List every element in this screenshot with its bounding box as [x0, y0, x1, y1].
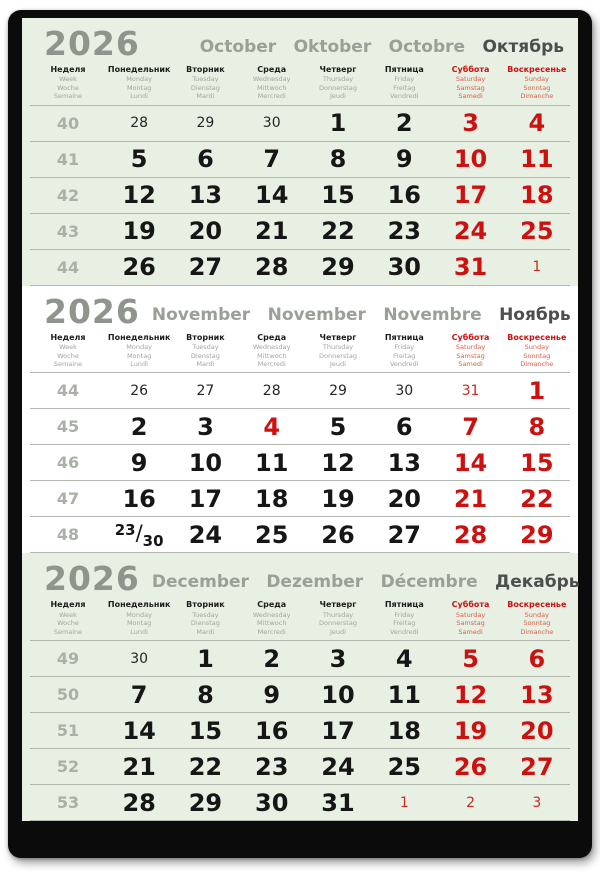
dayname-russian: Воскресенье [507, 600, 567, 610]
day-cell: 22 [520, 484, 554, 513]
day-cell: 29 [520, 520, 554, 549]
dayname-fr: Mercredi [257, 627, 286, 636]
dayname-russian: Понедельник [107, 65, 171, 74]
dayname-de: Donnerstag [319, 619, 357, 628]
day-cell: 10 [453, 145, 488, 174]
dayname-fr: Mercredi [257, 359, 286, 368]
dayname-de: Sonntag [523, 351, 551, 360]
month-panel-october [22, 18, 578, 286]
day-cell: 3 [197, 412, 214, 441]
day-cell: 25 [520, 217, 554, 246]
dayname-header [106, 600, 172, 636]
dayname-en: Week [59, 343, 77, 352]
day-cell: 11 [387, 680, 421, 709]
dayname-russian: Суббота [451, 600, 490, 610]
dayname-en: Thursday [322, 343, 354, 352]
dayname-de: Donnerstag [319, 351, 357, 360]
panel-header [30, 553, 580, 599]
week-number: 45 [56, 417, 80, 437]
month-name-english: October [199, 37, 277, 57]
week-number: 48 [56, 525, 80, 545]
week-row [30, 409, 570, 445]
day-cell: 30 [395, 382, 414, 399]
dayname-de: Woche [57, 351, 79, 360]
dayname-header [239, 65, 305, 101]
week-row [30, 250, 570, 286]
week-row [30, 641, 570, 677]
dayname-fr: Mercredi [257, 92, 286, 101]
dayname-en: Monday [126, 343, 152, 352]
day-cell: 9 [263, 680, 281, 709]
dayname-russian: Среда [257, 600, 287, 610]
dayname-en: Wednesday [252, 343, 291, 352]
dayname-de: Samstag [456, 351, 485, 360]
day-cell: 12 [453, 680, 488, 709]
dayname-russian: Пятница [384, 65, 424, 74]
day-cell: 14 [453, 448, 488, 477]
day-cell: 18 [520, 181, 554, 210]
dayname-de: Dienstag [190, 83, 220, 92]
day-cell: 17 [321, 716, 355, 745]
day-cell: 2 [263, 644, 281, 673]
month-name-french: Novembre [383, 304, 482, 325]
dayname-fr: Mardi [196, 627, 215, 636]
day-cell: 7 [263, 145, 281, 174]
dayname-header [30, 333, 106, 369]
dayname-en: Friday [394, 343, 415, 352]
week-row [30, 373, 570, 409]
dayname-header [239, 600, 305, 636]
dayname-header [106, 333, 172, 369]
month-name-french: Décembre [380, 572, 478, 593]
day-cell: 27 [196, 382, 215, 399]
day-cell: 3 [462, 109, 479, 138]
week-number: 43 [56, 221, 80, 241]
dayname-de: Sonntag [523, 619, 551, 628]
week-row [30, 178, 570, 214]
week-row [30, 445, 570, 481]
dayname-header [437, 65, 503, 101]
week-row [30, 142, 570, 178]
day-cell: 27 [188, 253, 223, 282]
day-cell: 29 [196, 115, 215, 132]
day-cell: 6 [197, 145, 214, 174]
month-name-german: Oktober [293, 37, 372, 57]
day-cell: 6 [395, 412, 413, 441]
day-cell: 12 [122, 181, 156, 210]
day-cell: 1 [197, 644, 214, 673]
dayname-russian: Понедельник [107, 332, 171, 342]
dayname-de: Freitag [393, 83, 416, 92]
day-cell: 1 [532, 259, 542, 276]
day-cell: 11 [255, 448, 289, 477]
dayname-en: Saturday [455, 75, 486, 84]
dayname-en: Thursday [322, 610, 354, 619]
day-cell: 25 [255, 520, 289, 549]
day-cell: 19 [321, 484, 355, 513]
day-cell: 17 [453, 181, 488, 210]
day-cell: 26 [130, 382, 149, 399]
dayname-russian: Четверг [319, 65, 357, 74]
day-cell: 13 [188, 181, 223, 210]
dayname-en: Friday [394, 610, 415, 619]
dayname-russian: Четверг [319, 600, 357, 610]
dayname-de: Woche [57, 619, 79, 628]
dayname-header [305, 65, 371, 101]
month-panel-december [22, 553, 578, 821]
dayname-de: Mittwoch [256, 619, 287, 628]
dayname-russian: Неделя [50, 332, 86, 342]
day-cell: 31 [461, 382, 480, 399]
dayname-en: Saturday [455, 343, 486, 352]
dayname-fr: Samedi [458, 627, 483, 636]
day-cell: 3 [532, 794, 542, 811]
dayname-header [106, 65, 172, 101]
day-cell: 28 [122, 788, 156, 817]
dayname-fr: Samedi [458, 92, 483, 101]
split-day-first: 23 [114, 521, 136, 540]
dayname-en: Monday [126, 75, 152, 84]
dayname-fr: Lundi [130, 627, 148, 636]
day-cell: 18 [255, 484, 289, 513]
week-row [30, 749, 570, 785]
dayname-fr: Semaine [53, 359, 83, 368]
dayname-de: Donnerstag [319, 83, 357, 92]
month-names [188, 37, 564, 60]
dayname-header [371, 600, 437, 636]
dayname-header [172, 600, 238, 636]
dayname-russian: Суббота [451, 65, 490, 74]
day-cell: 5 [462, 644, 479, 673]
dayname-russian: Воскресенье [507, 332, 567, 342]
day-cell: 6 [528, 644, 546, 673]
week-number: 51 [56, 721, 80, 741]
dayname-russian: Воскресенье [507, 65, 567, 74]
day-cell: 16 [255, 716, 289, 745]
dayname-de: Dienstag [190, 351, 220, 360]
day-cell: 26 [321, 520, 355, 549]
day-cell: 26 [122, 253, 156, 282]
dayname-en: Sunday [524, 610, 549, 619]
dayname-en: Tuesday [192, 610, 219, 619]
day-cell: 1 [399, 794, 409, 811]
day-cell: 25 [387, 752, 421, 781]
month-name-russian: Ноябрь [499, 304, 571, 325]
day-cell: 28 [255, 253, 289, 282]
day-cell: 20 [520, 716, 554, 745]
day-cell: 7 [462, 412, 479, 441]
dayname-de: Dienstag [190, 619, 220, 628]
dayname-de: Sonntag [523, 83, 551, 92]
day-cell: 15 [321, 181, 355, 210]
day-cell: 28 [130, 115, 149, 132]
dayname-header [305, 333, 371, 369]
month-name-french: Octobre [388, 37, 466, 57]
day-cell: 17 [188, 484, 223, 513]
dayname-fr: Lundi [130, 359, 148, 368]
dayname-header [30, 600, 106, 636]
dayname-header [504, 333, 570, 369]
dayname-fr: Mardi [196, 359, 215, 368]
dayname-fr: Dimanche [520, 627, 554, 636]
dayname-russian: Пятница [384, 332, 424, 342]
dayname-header [30, 65, 106, 101]
dayname-de: Mittwoch [256, 83, 287, 92]
day-cell: 31 [321, 788, 355, 817]
day-cell: 22 [321, 217, 355, 246]
day-cell: 29 [329, 382, 347, 399]
dayname-de: Montag [126, 351, 152, 360]
dayname-russian: Суббота [451, 332, 490, 342]
day-cell: 16 [387, 181, 421, 210]
dayname-fr: Mardi [196, 92, 215, 101]
day-cell: 13 [520, 680, 554, 709]
day-cell: 2 [395, 109, 413, 138]
dayname-de: Mittwoch [256, 351, 287, 360]
day-cell: 24 [321, 752, 355, 781]
day-cell: 22 [188, 752, 223, 781]
week-number: 40 [56, 113, 80, 133]
dayname-russian: Среда [257, 65, 287, 74]
day-cell: 30 [387, 253, 421, 282]
day-cell: 30 [262, 115, 281, 132]
day-cell: 10 [188, 448, 223, 477]
dayname-russian: Среда [257, 332, 287, 342]
dayname-russian: Вторник [186, 332, 225, 342]
dayname-header [504, 65, 570, 101]
day-cell: 26 [453, 752, 488, 781]
day-cell: 8 [197, 680, 214, 709]
day-cell: 4 [395, 644, 413, 673]
month-names [140, 305, 571, 328]
dayname-en: Wednesday [252, 610, 291, 619]
week-number: 47 [56, 489, 80, 509]
dayname-en: Tuesday [192, 343, 219, 352]
week-number: 42 [56, 185, 80, 205]
panel-header [30, 286, 570, 330]
day-cell: 9 [395, 145, 413, 174]
day-cell: 2 [130, 412, 148, 441]
day-cell: 16 [122, 484, 156, 513]
day-cell: 4 [263, 412, 281, 441]
day-cell: 1 [528, 376, 546, 405]
day-cell: 19 [453, 716, 488, 745]
dayname-en: Wednesday [252, 75, 291, 84]
month-name-german: Dezember [266, 572, 364, 593]
day-cell: 28 [262, 382, 281, 399]
dayname-russian: Понедельник [107, 600, 171, 610]
day-cell: 20 [188, 217, 223, 246]
dayname-russian: Неделя [50, 600, 86, 610]
day-cell: 24 [453, 217, 488, 246]
dayname-header [437, 600, 503, 636]
dayname-en: Tuesday [192, 75, 219, 84]
day-cell: 1 [329, 109, 347, 138]
day-cell: 19 [122, 217, 156, 246]
dayname-de: Woche [57, 83, 79, 92]
dayname-header [371, 65, 437, 101]
dayname-header [239, 333, 305, 369]
dayname-fr: Vendredi [389, 92, 419, 101]
dayname-fr: Dimanche [520, 92, 554, 101]
month-name-russian: Октябрь [482, 37, 564, 57]
dayname-russian: Вторник [186, 65, 225, 74]
week-number: 53 [56, 793, 80, 813]
year-label: 2026 [44, 291, 140, 331]
day-cell: 24 [188, 520, 223, 549]
dayname-de: Samstag [456, 83, 485, 92]
dayname-fr: Samedi [458, 359, 483, 368]
day-cell: 29 [321, 253, 355, 282]
month-name-russian: Декабрь [495, 572, 580, 593]
day-cell: 8 [329, 145, 347, 174]
day-cell: 29 [188, 788, 223, 817]
day-cell: 15 [188, 716, 223, 745]
dayname-fr: Vendredi [389, 359, 419, 368]
day-cell: 21 [122, 752, 156, 781]
dayname-en: Sunday [524, 75, 549, 84]
day-cell: 30 [255, 788, 289, 817]
dayname-en: Saturday [455, 610, 486, 619]
day-cell [106, 521, 172, 551]
calendar-grid [30, 330, 570, 554]
week-number: 41 [56, 149, 80, 169]
dayname-fr: Jeudi [330, 92, 346, 101]
dayname-fr: Semaine [53, 627, 83, 636]
dayname-de: Freitag [393, 351, 416, 360]
calendar-page [8, 10, 592, 858]
day-cell: 20 [387, 484, 421, 513]
month-names [140, 572, 580, 595]
week-number: 44 [56, 257, 80, 277]
dayname-en: Friday [394, 75, 415, 84]
dayname-header [172, 65, 238, 101]
day-cell: 14 [122, 716, 156, 745]
split-day-second: 30 [142, 532, 164, 551]
weekday-header-row [30, 597, 570, 641]
calendar-grid [30, 62, 570, 286]
dayname-en: Week [59, 75, 77, 84]
day-cell: 18 [387, 716, 421, 745]
day-cell: 27 [387, 520, 421, 549]
day-cell: 21 [453, 484, 488, 513]
dayname-fr: Jeudi [330, 627, 346, 636]
dayname-fr: Lundi [130, 92, 148, 101]
day-cell: 3 [329, 644, 347, 673]
day-cell: 27 [520, 752, 554, 781]
dayname-en: Sunday [524, 343, 549, 352]
split-day-slash: / [135, 521, 143, 546]
dayname-header [504, 600, 570, 636]
month-name-german: November [267, 304, 366, 325]
day-cell: 28 [453, 520, 488, 549]
day-cell: 4 [528, 109, 546, 138]
week-number: 46 [56, 453, 80, 473]
dayname-russian: Четверг [319, 332, 357, 342]
dayname-fr: Semaine [53, 92, 83, 101]
dayname-fr: Jeudi [330, 359, 346, 368]
day-cell: 23 [255, 752, 289, 781]
day-cell: 5 [130, 145, 148, 174]
year-label: 2026 [44, 559, 140, 599]
dayname-header [172, 333, 238, 369]
dayname-en: Thursday [322, 75, 354, 84]
day-cell: 7 [130, 680, 148, 709]
day-cell: 30 [130, 650, 149, 667]
day-cell: 10 [321, 680, 355, 709]
week-row [30, 481, 570, 517]
dayname-en: Monday [126, 610, 152, 619]
dayname-de: Samstag [456, 619, 485, 628]
day-cell: 13 [387, 448, 421, 477]
week-row [30, 214, 570, 250]
dayname-de: Montag [126, 83, 152, 92]
day-cell: 9 [130, 448, 148, 477]
week-number: 49 [56, 649, 80, 669]
weekday-header-row [30, 330, 570, 374]
dayname-header [305, 600, 371, 636]
week-row [30, 517, 570, 553]
week-row [30, 713, 570, 749]
month-name-english: December [151, 572, 249, 593]
dayname-fr: Dimanche [520, 359, 554, 368]
weekday-header-row [30, 62, 570, 106]
dayname-russian: Пятница [384, 600, 424, 610]
day-cell: 8 [528, 412, 546, 441]
month-name-english: November [151, 304, 251, 325]
month-panel-november [22, 286, 578, 554]
day-cell: 5 [329, 412, 347, 441]
week-row [30, 677, 570, 713]
week-number: 44 [56, 381, 80, 401]
dayname-de: Freitag [393, 619, 416, 628]
calendar-grid [30, 597, 570, 821]
year-label: 2026 [44, 24, 140, 63]
week-number: 52 [56, 757, 80, 777]
week-row [30, 106, 570, 142]
day-cell: 15 [520, 448, 554, 477]
dayname-de: Montag [126, 619, 152, 628]
day-cell: 23 [387, 217, 421, 246]
day-cell: 11 [520, 145, 554, 174]
dayname-header [437, 333, 503, 369]
panel-header [30, 18, 570, 62]
day-cell: 31 [453, 253, 488, 282]
dayname-en: Week [59, 610, 77, 619]
dayname-russian: Вторник [186, 600, 225, 610]
day-cell: 2 [466, 794, 476, 811]
day-cell: 21 [255, 217, 289, 246]
day-cell: 12 [321, 448, 355, 477]
dayname-fr: Vendredi [389, 627, 419, 636]
week-number: 50 [56, 685, 80, 705]
dayname-header [371, 333, 437, 369]
dayname-russian: Неделя [50, 65, 86, 74]
day-cell: 14 [255, 181, 289, 210]
week-row [30, 785, 570, 821]
